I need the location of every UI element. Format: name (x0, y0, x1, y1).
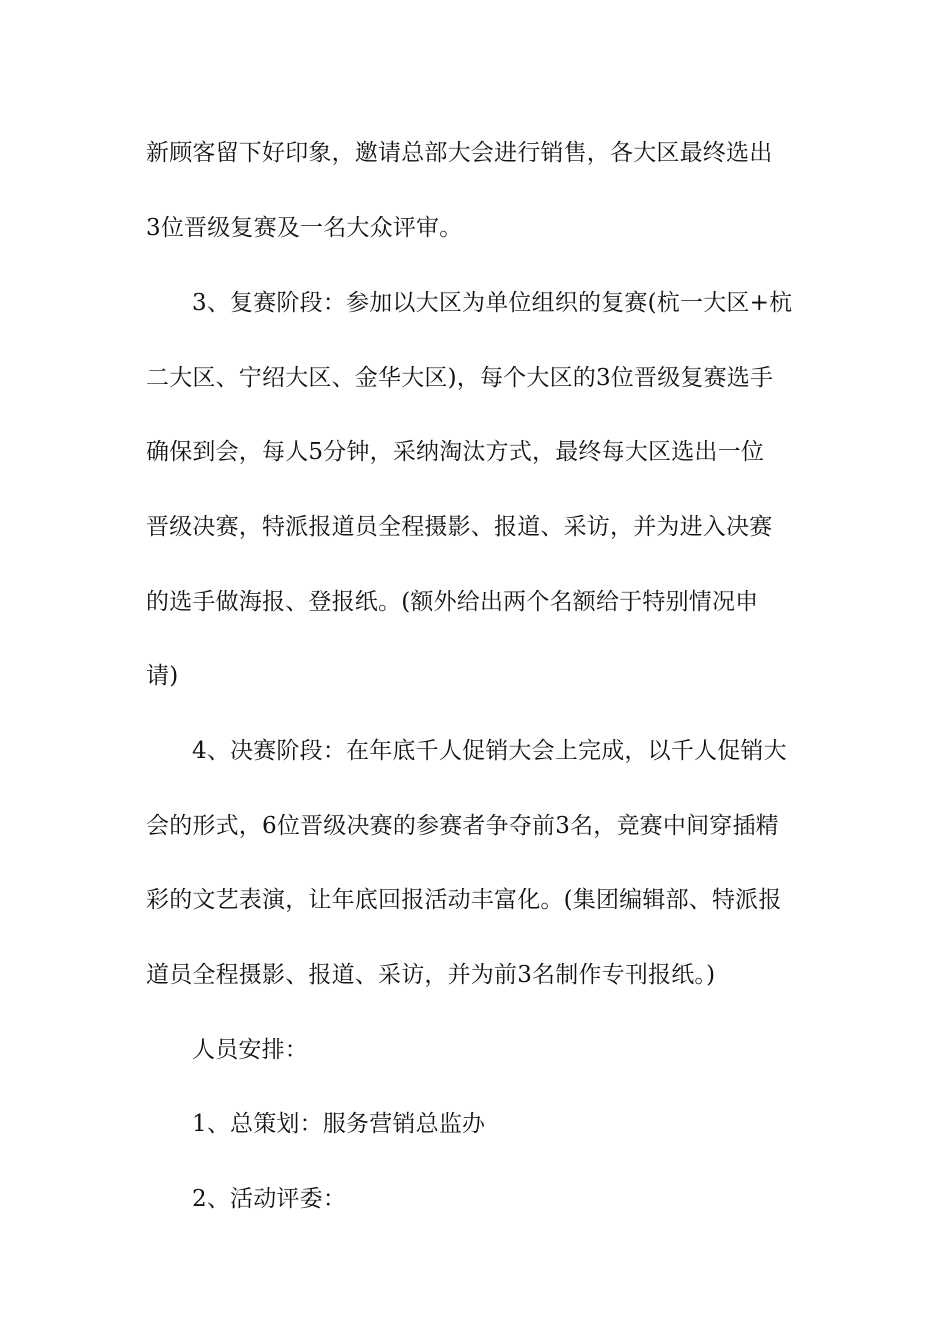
paragraph-line: 道员全程摄影、报道、采访，并为前3名制作专刊报纸。) (146, 962, 716, 988)
list-item: 1、总策划：服务营销总监办 (192, 1111, 486, 1137)
paragraph-line: 3位晋级复赛及一名大众评审。 (146, 215, 463, 241)
paragraph-line: 4、决赛阶段：在年底千人促销大会上完成，以千人促销大 (192, 738, 787, 764)
paragraph-line: 二大区、宁绍大区、金华大区)，每个大区的3位晋级复赛选手 (146, 365, 774, 391)
section-heading: 人员安排： (192, 1037, 308, 1063)
paragraph-line: 彩的文艺表演，让年底回报活动丰富化。(集团编辑部、特派报 (146, 887, 782, 913)
paragraph-line: 3、复赛阶段：参加以大区为单位组织的复赛(杭一大区+杭 (192, 290, 793, 316)
paragraph-line: 确保到会，每人5分钟，采纳淘汰方式，最终每大区选出一位 (146, 439, 765, 465)
paragraph-line: 晋级决赛，特派报道员全程摄影、报道、采访，并为进入决赛 (146, 514, 773, 540)
paragraph-line: 新顾客留下好印象，邀请总部大会进行销售，各大区最终选出 (146, 140, 773, 166)
paragraph-line: 的选手做海报、登报纸。(额外给出两个名额给于特别情况申 (146, 589, 759, 615)
paragraph-line: 会的形式，6位晋级决赛的参赛者争夺前3名，竞赛中间穿插精 (146, 813, 779, 839)
paragraph-line: 请) (146, 663, 179, 689)
list-item: 2、活动评委： (192, 1186, 347, 1212)
